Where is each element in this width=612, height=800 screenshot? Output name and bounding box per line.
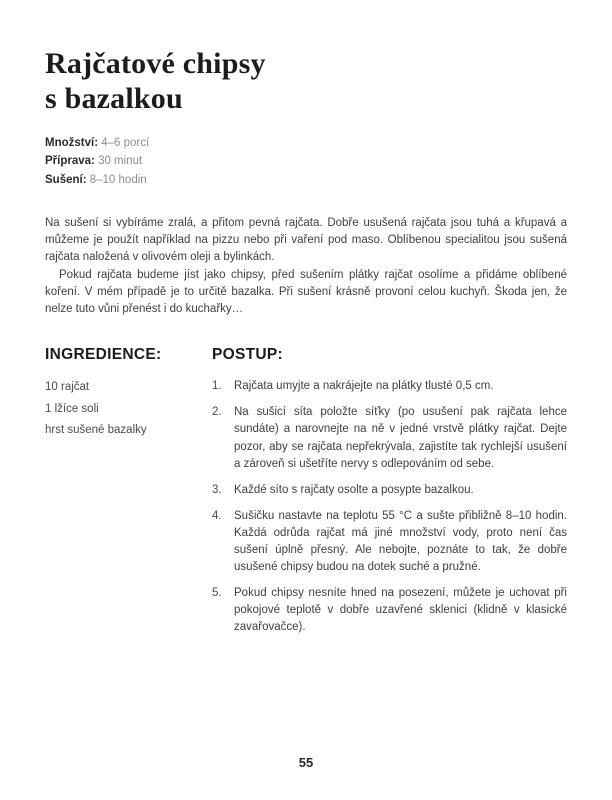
intro-text [45,215,567,319]
meta-servings-label: Množství: [45,136,99,149]
title-line-1: Rajčatové chipsy [45,47,266,80]
meta-prep-time-label: Příprava: [45,155,95,168]
intro-paragraph-2: Pokud rajčata budeme jíst jako chipsy, před sušením plátky rajčat osolíme a přidáme oblíbené koření. V mém případě je to určitě bazalka. Při sušení krásně provoní celou kuchyň. Škoda jen, že nelze tuto vůni přenést i do kuchařky… [45,268,567,316]
step-number: 2. [212,406,222,419]
ingredients-column [45,346,212,644]
step-number: 1. [212,380,222,393]
step-number: 3. [212,483,222,496]
step-text: Pokud chipsy nesníte hned na posezení, můžete je uchovat při pokojové teplotě v dobře uzavřené sklenici (klidně v klasické zavařovačce). [234,586,567,633]
meta-drying-time-value: 8–10 hodin [89,173,147,186]
recipe-columns [45,346,567,644]
meta-servings [45,134,567,152]
recipe-title [45,46,567,117]
step-text: Každé síto s rajčaty osolte a posypte bazalkou. [234,483,474,496]
step-item [212,482,567,499]
meta-prep-time-value: 30 minut [98,155,143,168]
step-number: 4. [212,509,222,522]
step-item [212,508,567,576]
step-item [212,378,567,395]
step-text: Na sušicí síta položte síťky (po usušení pak rajčata lehce sundáte) a narovnejte na ně v jedné vrstvě plátky rajčat. Dejte pozor, aby se rajčata nepřekrývala, zajistíte tak rychlejší usušení a zároveň si ušetříte nervy s odlepováním od sebe. [234,406,567,470]
meta-drying-time-label: Sušení: [45,173,87,186]
meta-drying-time [45,171,567,189]
meta-servings-value: 4–6 porcí [101,136,150,149]
ingredient-item: 1 lžíce soli [45,402,99,415]
steps-column [212,346,567,644]
step-text: Rajčata umyjte a nakrájejte na plátky tlusté 0,5 cm. [234,380,494,393]
steps-list [212,378,567,635]
step-number: 5. [212,586,222,599]
title-line-2: s bazalkou [45,82,183,116]
ingredients-heading: INGREDIENCE: [45,346,162,364]
step-text: Sušičku nastavte na teplotu 55 °C a sušte přibližně 8–10 hodin. Každá odrůda rajčat má jiné množství vody, proto není čas sušení úplně přesný. Ale nebojte, poznáte to tak, že dobře usušené chipsy budou na dotek suché a pružné. [234,509,567,573]
meta-prep-time [45,152,567,170]
page-number: 55 [298,755,314,770]
ingredients-list [45,377,198,441]
ingredient-item: 10 rajčat [45,381,90,394]
steps-heading: POSTUP: [212,346,283,364]
ingredient-item: hrst sušené bazalky [45,423,147,436]
step-item [212,585,567,636]
intro-paragraph-1: Na sušení si vybíráme zralá, a přitom pevná rajčata. Dobře usušená rajčata jsou tuhá a křupavá a můžeme je použít například na pizzu nebo při vaření pod maso. Oblíbenou specialitou jsou sušená rajčata naložená v olivovém oleji a bylinkách. [45,216,567,264]
step-item [212,404,567,472]
recipe-meta [45,134,567,189]
